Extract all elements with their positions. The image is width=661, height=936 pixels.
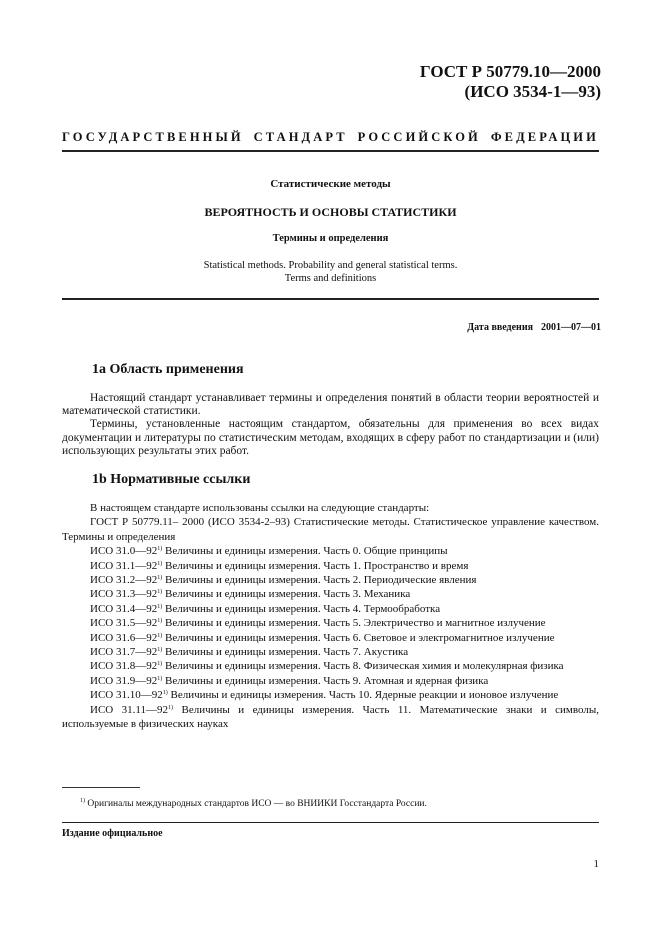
section-heading-scope: 1a Область применения — [92, 362, 244, 377]
iso-reference — [62, 602, 599, 616]
iso-reference — [62, 559, 599, 573]
section-heading-references: 1b Нормативные ссылки — [92, 472, 251, 487]
intro-date-label: Дата введения — [467, 322, 533, 333]
reference-code: ИСО 31.5—92 — [90, 617, 158, 630]
scope-text — [62, 392, 599, 458]
reference-code: ИСО 31.4—92 — [90, 602, 158, 615]
introduction-date — [467, 322, 601, 333]
reference-code: ИСО 31.7—92 — [90, 646, 158, 659]
top-divider — [62, 150, 599, 152]
reference-code: ИСО 31.3—92 — [90, 588, 158, 601]
footnote-mark: 1) — [157, 589, 163, 596]
english-title-line: Terms and definitions — [284, 273, 377, 284]
reference-title: Величины и единицы измерения. Часть 0. Общие принципы — [162, 545, 448, 558]
reference-title: Величины и единицы измерения. Часть 9. Атомная и ядерная физика — [162, 674, 489, 687]
banner-word: СТАНДАРТ — [253, 130, 348, 144]
reference-code: ИСО 31.6—92 — [90, 631, 158, 644]
iso-reference — [62, 674, 599, 688]
iso-number: (ИСО 3534-1—93) — [464, 82, 601, 101]
english-title — [62, 259, 599, 285]
iso-reference — [62, 573, 599, 587]
reference-title: Величины и единицы измерения. Часть 6. Световое и электромагнитное излучение — [162, 631, 555, 644]
reference-code: ИСО 31.9—92 — [90, 674, 158, 687]
state-standard-banner — [62, 130, 599, 145]
title-divider — [62, 298, 599, 300]
paragraph: Настоящий стандарт устанавливает термины и определения понятий в области теории вероятностей и математической статистики. — [62, 392, 599, 418]
iso-reference — [62, 688, 599, 702]
english-title-line: Statistical methods. Probability and general statistical terms. — [203, 260, 458, 271]
footnote-mark: 1) — [168, 704, 174, 711]
reference-code: ИСО 31.0—92 — [90, 545, 158, 558]
edition-label: Издание официальное — [62, 828, 163, 839]
iso-references — [62, 544, 599, 731]
iso-reference — [62, 659, 599, 673]
reference-code: ИСО 31.8—92 — [90, 660, 158, 673]
footnote-mark: 1) — [157, 560, 163, 567]
subtitle: Статистические методы — [270, 178, 391, 190]
reference-code: ИСО 31.10—92 — [90, 689, 163, 702]
references-list — [62, 501, 599, 732]
footnote — [80, 799, 427, 809]
iso-reference — [62, 703, 599, 732]
standard-number: ГОСТ Р 50779.10—2000 — [419, 62, 601, 81]
reference-title: Величины и единицы измерения. Часть 11. Математические знаки и символы, используемые в физических науках — [62, 703, 599, 731]
reference-code: ИСО 31.2—92 — [90, 574, 158, 587]
footnote-mark: 1) — [157, 618, 163, 625]
footnote-mark: 1) — [157, 575, 163, 582]
banner-word: РОССИЙСКОЙ — [357, 130, 481, 144]
reference-title: Величины и единицы измерения. Часть 5. Электричество и магнитное излучение — [162, 617, 546, 630]
reference-title: Величины и единицы измерения. Часть 8. Физическая химия и молекулярная физика — [162, 660, 564, 673]
part-title: Термины и определения — [272, 233, 389, 244]
reference-title: Величины и единицы измерения. Часть 3. Механика — [162, 588, 411, 601]
paragraph: Термины, установленные настоящим стандартом, обязательны для применения во всех видах документации и литературы по статистическим методам, входящих в сферу работ по стандартизации и (или) использующих результаты этих работ. — [62, 418, 599, 457]
reference-title: Величины и единицы измерения. Часть 2. Периодические явления — [162, 574, 477, 587]
iso-reference — [62, 544, 599, 558]
footnote-separator — [62, 787, 140, 788]
reference-title: Величины и единицы измерения. Часть 7. Акустика — [162, 646, 409, 659]
iso-reference — [62, 645, 599, 659]
reference-title: Величины и единицы измерения. Часть 10. Ядерные реакции и ионовое излучение — [167, 689, 559, 702]
intro-date-value: 2001—07—01 — [541, 322, 601, 333]
standard-designation — [420, 62, 601, 102]
references-intro: В настоящем стандарте использованы ссылки на следующие стандарты: — [90, 502, 430, 514]
footnote-text: Оригиналы международных стандартов ИСО — во ВНИИКИ Госстандарта России. — [87, 799, 427, 809]
footnote-mark: 1) — [157, 603, 163, 610]
reference-title: Величины и единицы измерения. Часть 1. Пространство и время — [162, 559, 469, 572]
banner-word: ГОСУДАРСТВЕННЫЙ — [62, 130, 244, 144]
footnote-mark: 1) — [162, 690, 168, 697]
page-number: 1 — [593, 858, 599, 870]
reference-title: Величины и единицы измерения. Часть 4. Термообработка — [162, 602, 441, 615]
gost-reference: ГОСТ Р 50779.11– 2000 (ИСО 3534-2–93) Статистические методы. Статистическое управление качеством. Термины и определения — [62, 516, 599, 543]
banner-word: ФЕДЕРАЦИИ — [490, 130, 599, 144]
iso-reference — [62, 631, 599, 645]
document-title: ВЕРОЯТНОСТЬ И ОСНОВЫ СТАТИСТИКИ — [204, 205, 457, 219]
iso-reference — [62, 616, 599, 630]
footnote-mark: 1) — [80, 798, 85, 804]
iso-reference — [62, 587, 599, 601]
bottom-divider — [62, 822, 599, 823]
footnote-mark: 1) — [157, 661, 163, 668]
reference-code: ИСО 31.1—92 — [90, 559, 158, 572]
footnote-mark: 1) — [157, 675, 163, 682]
footnote-mark: 1) — [157, 546, 163, 553]
footnote-mark: 1) — [157, 647, 163, 654]
footnote-mark: 1) — [157, 632, 163, 639]
reference-code: ИСО 31.11—92 — [90, 703, 169, 716]
